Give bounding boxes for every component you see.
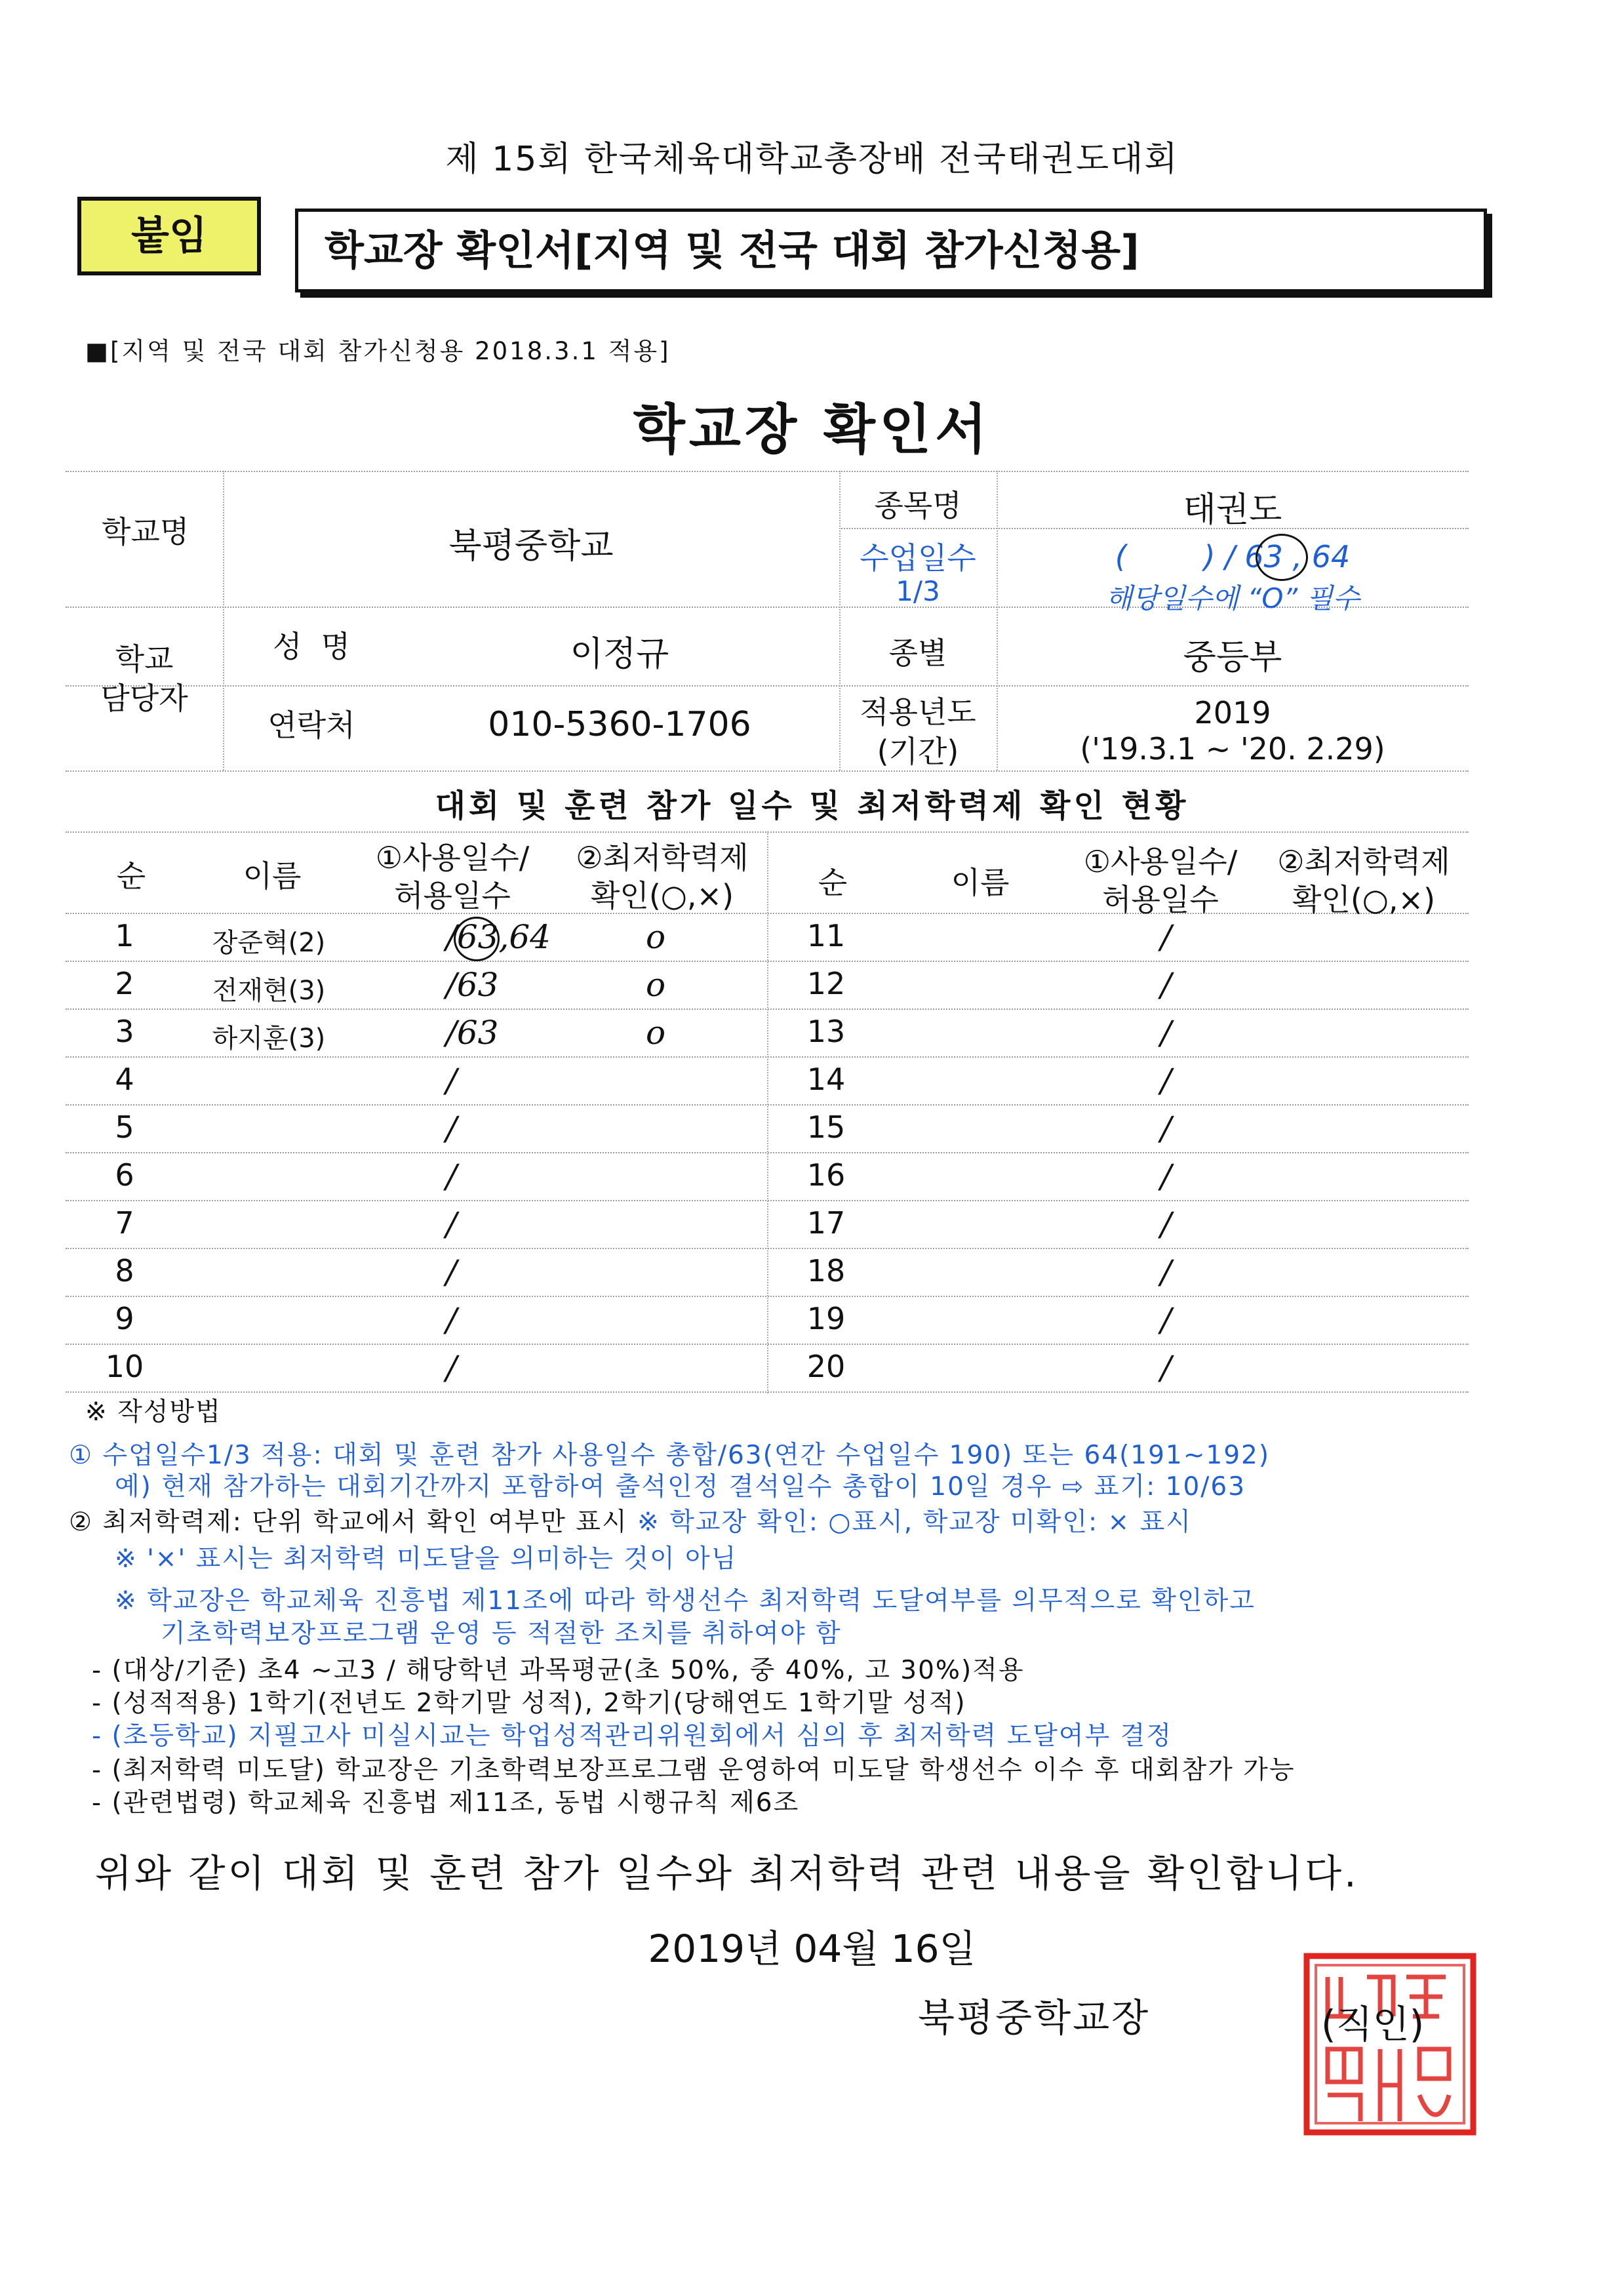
- page-title: 학교장 확인서: [633, 399, 991, 461]
- row-no: 19: [806, 1301, 846, 1336]
- row-divider: [66, 961, 1469, 962]
- row-divider: [66, 1056, 1469, 1058]
- row-days: /: [1160, 1109, 1172, 1148]
- row-check: o: [645, 918, 666, 956]
- row-days: /: [1160, 918, 1172, 956]
- row-days: /: [446, 1205, 457, 1243]
- table-title: 대회 및 훈련 참가 일수 및 최저학력제 확인 현황: [435, 788, 1189, 824]
- year-value: 2019: [1194, 695, 1271, 730]
- row-no: 16: [806, 1157, 846, 1193]
- row-check: o: [645, 966, 666, 1004]
- division-label: 종별: [888, 635, 947, 671]
- row-no: 1: [115, 918, 134, 953]
- note-1a: ① 수업일수1/3 적용: 대회 및 훈련 참가 사용일수 총합/63(연간 수업일수 190) 또는 64(191~192): [69, 1441, 1271, 1470]
- detail-target: - (대상/기준) 초4 ~고3 / 해당학년 과목평균(초 50%, 중 40%, 고 30%)적용: [92, 1656, 1025, 1685]
- col-header-days-sub: 허용일수: [394, 878, 511, 913]
- row-divider: [66, 1248, 1469, 1249]
- class-days-value: ( ) / 63 , 64: [1115, 539, 1351, 574]
- contact-label: 연락처: [267, 708, 355, 743]
- sport-value: 태권도: [1183, 490, 1282, 530]
- row-no: 5: [115, 1109, 134, 1145]
- row-check: o: [645, 1014, 666, 1052]
- confirmation-statement: 위와 같이 대회 및 훈련 참가 일수와 최저학력 관련 내용을 확인합니다.: [95, 1851, 1359, 1896]
- manager-name: 이정규: [570, 635, 669, 674]
- row-days: /: [446, 1062, 457, 1100]
- event-title: 제 15회 한국체육대학교총장배 전국태권도대회: [445, 140, 1179, 179]
- row-days: /: [446, 1253, 457, 1291]
- manager-label: 학교 담당자: [100, 641, 188, 716]
- row-no: 4: [115, 1062, 134, 1097]
- row-days: /63: [446, 1014, 499, 1052]
- detail-elementary: - (초등학교) 지필고사 미실시교는 학업성적관리위원회에서 심의 후 최저학력 도달여부 결정: [92, 1721, 1173, 1751]
- attachment-badge: 붙임: [77, 197, 261, 275]
- row-no: 11: [806, 918, 846, 953]
- row-days: /: [1160, 1205, 1172, 1243]
- info-divider: [66, 685, 1469, 687]
- seal-label: (직인): [1321, 2002, 1425, 2046]
- notes-heading: ※ 작성방법: [85, 1397, 222, 1427]
- col-header-days-sub-right: 허용일수: [1102, 882, 1219, 917]
- row-no: 3: [115, 1014, 134, 1049]
- row-no: 17: [806, 1205, 846, 1241]
- class-days-ratio: 1/3: [896, 575, 940, 607]
- row-no: 10: [105, 1349, 144, 1384]
- year-label: 적용년도: [860, 694, 976, 730]
- row-divider: [66, 1152, 1469, 1153]
- note-2-text: ② 최저학력제: 단위 학교에서 확인 여부만 표시: [69, 1507, 638, 1537]
- row-no: 6: [115, 1157, 134, 1193]
- row-name: 전재현(3): [212, 976, 326, 1006]
- note-2: [69, 1502, 1192, 1538]
- row-no: 18: [806, 1253, 846, 1288]
- selected-days-circle: [1256, 534, 1308, 581]
- name-label: 성 명: [272, 629, 351, 664]
- row-days: /: [446, 1157, 457, 1195]
- row-no: 9: [115, 1301, 134, 1336]
- info-border-bottom: [66, 770, 1469, 772]
- row-no: 20: [806, 1349, 846, 1384]
- row-no: 15: [806, 1109, 846, 1145]
- row-divider: [66, 1008, 1469, 1010]
- detail-below-min: - (최저학력 미도달) 학교장은 기초학력보장프로그램 운영하여 미도달 학생선수 이수 후 대회참가 가능: [92, 1755, 1296, 1785]
- info-border-top: [66, 471, 1469, 472]
- row-days: /: [1160, 966, 1172, 1004]
- division-value: 중등부: [1183, 638, 1282, 677]
- row-days: /: [1160, 1301, 1172, 1339]
- row-days: /: [1160, 1253, 1172, 1291]
- row-no: 12: [806, 966, 846, 1001]
- detail-grades: - (성적적용) 1학기(전년도 2학기말 성적), 2학기(당해연도 1학기말 성적): [92, 1688, 966, 1718]
- sport-label: 종목명: [874, 488, 962, 523]
- note-2-marks: ※ 학교장 확인: ○표시, 학교장 미확인: × 표시: [637, 1507, 1192, 1537]
- detail-law: - (관련법령) 학교체육 진흥법 제11조, 동법 시행규칙 제6조: [92, 1788, 800, 1818]
- row-no: 13: [806, 1014, 846, 1049]
- col-header-days: ①사용일수/: [375, 840, 530, 875]
- note-4b: 기초학력보장프로그램 운영 등 적절한 조치를 취하여야 함: [161, 1619, 842, 1648]
- form-title-box: 학교장 확인서[지역 및 전국 대회 참가신청용]: [295, 209, 1487, 292]
- row-days: /: [446, 1109, 457, 1148]
- row-days: /: [1160, 1349, 1172, 1387]
- row-divider: [66, 1296, 1469, 1297]
- row-no: 2: [115, 966, 134, 1001]
- row-days: /63,64: [446, 918, 551, 956]
- row-divider: [66, 1391, 1469, 1393]
- row-divider: [66, 1200, 1469, 1201]
- col-header-name-right: 이름: [951, 865, 1010, 900]
- row-days: /: [1160, 1014, 1172, 1052]
- row-name: 장준혁(2): [212, 928, 326, 958]
- row-days: /: [446, 1349, 457, 1387]
- note-1b: 예) 현재 참가하는 대회기간까지 포함하여 출석인정 결석일수 총합이 10일 경우 ⇨ 표기: 10/63: [115, 1472, 1246, 1502]
- school-value: 북평중학교: [448, 527, 614, 566]
- row-divider: [66, 1104, 1469, 1106]
- col-header-grade-right: ②최저학력제: [1277, 844, 1450, 879]
- row-days: /: [446, 1301, 457, 1339]
- col-header-no: 순: [116, 858, 146, 894]
- contact-value: 010-5360-1706: [488, 705, 751, 744]
- class-days-label: 수업일수: [860, 540, 976, 576]
- row-days: /: [1160, 1062, 1172, 1100]
- school-label: 학교명: [102, 514, 189, 549]
- col-header-name: 이름: [243, 858, 302, 894]
- note-4a: ※ 학교장은 학교체육 진흥법 제11조에 따라 학생선수 최저학력 도달여부를 의무적으로 확인하고: [115, 1586, 1256, 1616]
- col-header-grade: ②최저학력제: [576, 840, 749, 875]
- applicable-note: ■[지역 및 전국 대회 참가신청용 2018.3.1 적용]: [85, 337, 671, 365]
- col-header-grade-sub: 확인(○,×): [590, 878, 734, 913]
- principal-title: 북평중학교장: [918, 1995, 1151, 2040]
- note-3: ※ '×' 표시는 최저학력 미도달을 의미하는 것이 아님: [115, 1544, 738, 1574]
- col-header-no-right: 순: [818, 865, 848, 900]
- class-days-note: 해당일수에 “O” 필수: [1105, 582, 1360, 614]
- row-name: 하지훈(3): [212, 1024, 326, 1054]
- row-no: 14: [806, 1062, 846, 1097]
- row-no: 8: [115, 1253, 134, 1288]
- year-period-label: (기간): [877, 734, 959, 769]
- col-header-days-right: ①사용일수/: [1083, 844, 1238, 879]
- row-no: 7: [115, 1205, 134, 1241]
- row-divider: [66, 1344, 1469, 1345]
- row-days: /: [1160, 1157, 1172, 1195]
- issue-date: 2019년 04월 16일: [648, 1926, 976, 1971]
- row-days: /63: [446, 966, 499, 1004]
- col-header-grade-sub-right: 확인(○,×): [1292, 882, 1436, 917]
- days-circle-row1: [454, 917, 500, 961]
- year-period: ('19.3.1 ~ '20. 2.29): [1080, 731, 1385, 767]
